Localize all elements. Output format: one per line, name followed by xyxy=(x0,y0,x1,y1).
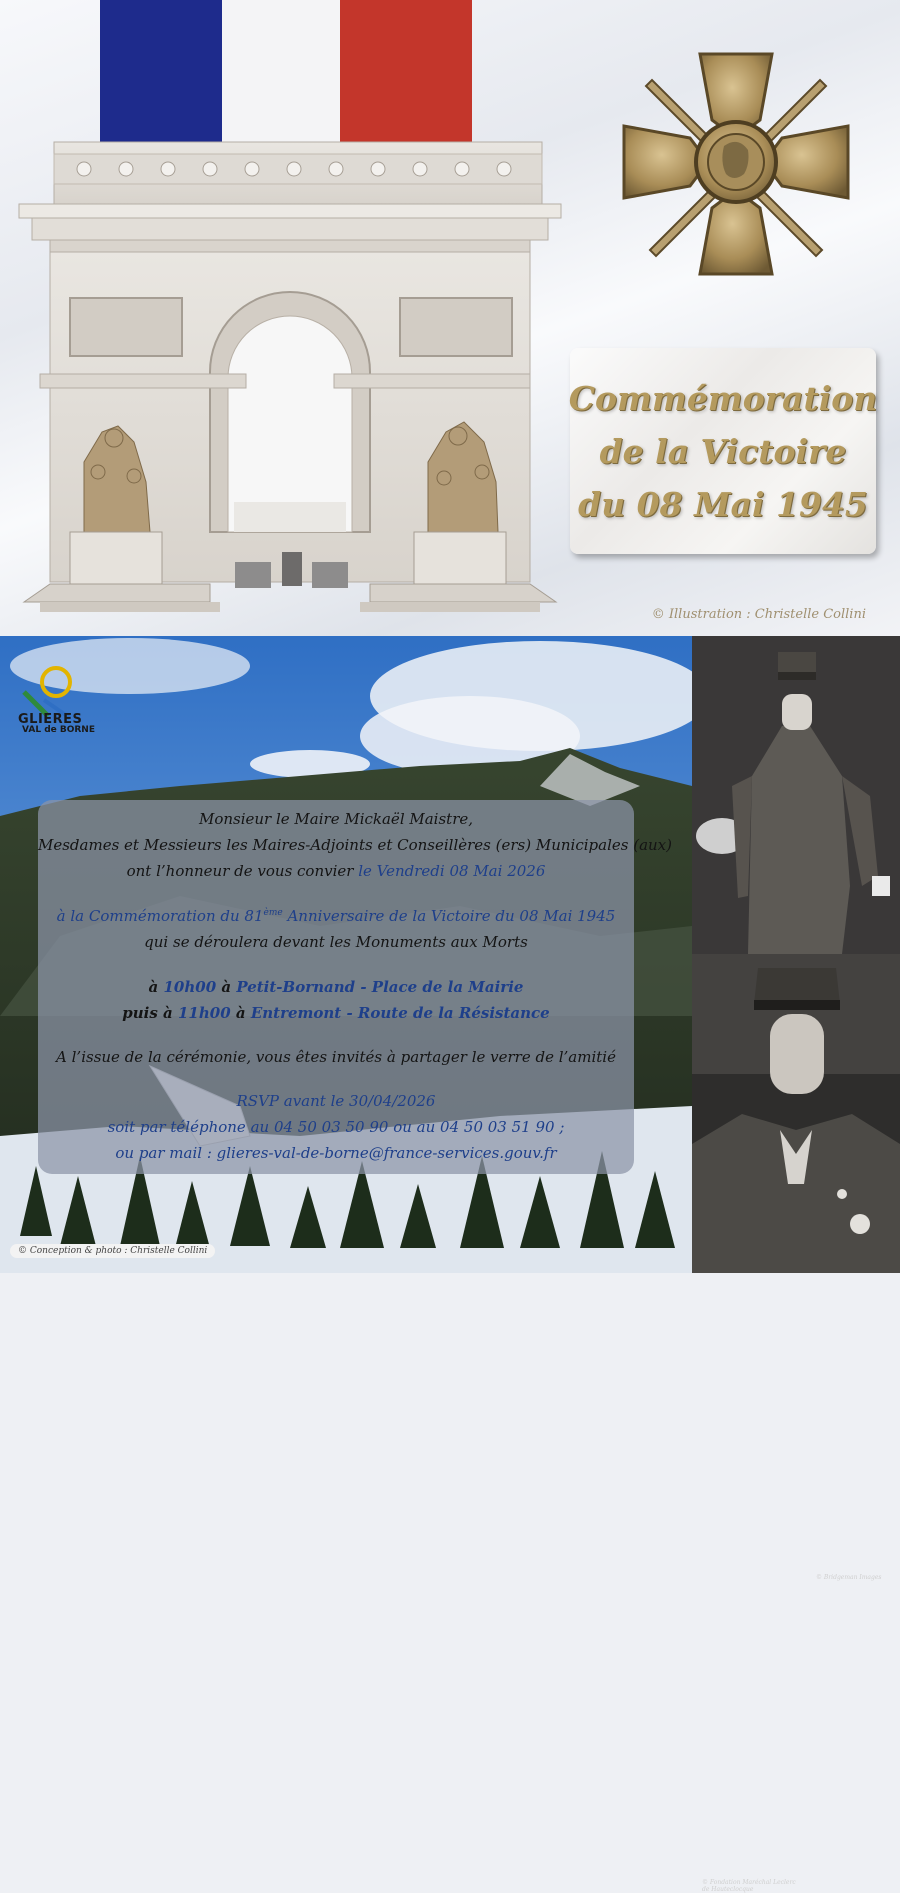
invitation-line-invite: ont l’honneur de vous convier le Vendredi 08 Mai 2026 xyxy=(126,862,546,880)
invitation-date: le Vendredi 08 Mai 2026 xyxy=(358,862,546,880)
rsvp-phone[interactable]: soit par téléphone au 04 50 03 50 90 ou au 04 50 03 51 90 ; xyxy=(107,1118,565,1136)
portrait-photo-general-standing xyxy=(692,636,900,954)
arc-de-triomphe-illustration xyxy=(14,132,566,627)
bottom-section xyxy=(0,636,900,1893)
top-banner xyxy=(0,0,900,636)
flag-white-band xyxy=(222,0,340,142)
rsvp-email[interactable]: ou par mail : glieres-val-de-borne@france-services.gouv.fr xyxy=(115,1144,557,1162)
flag-blue-band xyxy=(100,0,222,142)
title-card xyxy=(570,348,876,554)
rsvp-deadline: RSVP avant le 30/04/2026 xyxy=(236,1092,436,1110)
invitation-line-council: Mesdames et Messieurs les Maires-Adjoints et Conseillères (ers) Municipales (aux) xyxy=(38,836,672,854)
title-line-3: du 08 Mai 1945 xyxy=(578,484,868,524)
schedule-petit-bornand: à 10h00 à Petit-Bornand - Place de la Mairie xyxy=(148,978,524,996)
logo-text-glieres: GLIERES xyxy=(18,712,83,727)
conception-photo-credit: © Conception & photo : Christelle Collini xyxy=(10,1244,215,1258)
invitation-line-mayor: Monsieur le Maire Mickaël Maistre, xyxy=(198,810,474,828)
invitation-panel xyxy=(38,800,672,1174)
croix-de-guerre-medal xyxy=(620,50,852,278)
portrait-photo-general-bust xyxy=(692,954,900,1273)
logo-text-val-de-borne: VAL de BORNE xyxy=(22,725,95,735)
invitation-line-anniversary: à la Commémoration du 81ème Anniversaire de la Victoire du 08 Mai 1945 xyxy=(56,907,616,925)
photo1-credit: © Bridgeman Images xyxy=(816,1574,882,1581)
title-line-2: de la Victoire xyxy=(599,431,847,471)
photo2-credit: © Fondation Maréchal Leclerc de Hauteclocque xyxy=(702,1879,796,1893)
invitation-line-reception: A l’issue de la cérémonie, vous êtes invités à partager le verre de l’amitié xyxy=(56,1048,616,1066)
flag-red-band xyxy=(340,0,472,142)
glieres-val-de-borne-logo xyxy=(14,652,90,752)
schedule-entremont: puis à 11h00 à Entremont - Route de la Résistance xyxy=(122,1004,550,1022)
invitation-line-location: qui se déroulera devant les Monuments aux Morts xyxy=(144,933,528,951)
title-line-1: Commémoration xyxy=(568,378,878,418)
illustration-credit: © Illustration : Christelle Collini xyxy=(651,607,866,622)
